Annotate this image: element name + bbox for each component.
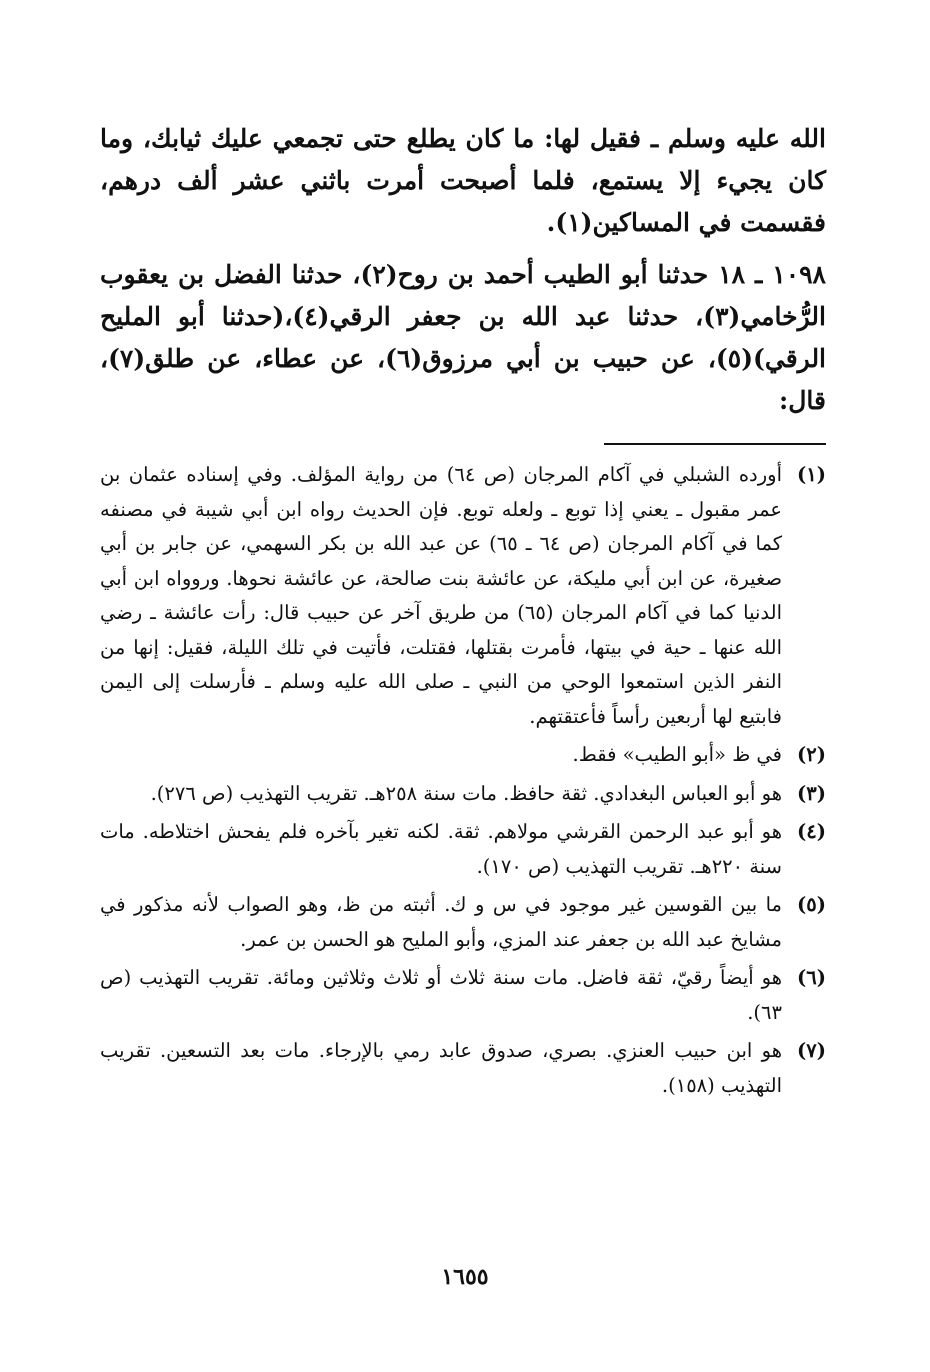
footnote-text: هو أيضاً رقيّ، ثقة فاضل. مات سنة ثلاث أو ثلاث وثلاثين ومائة. تقريب التهذيب (ص ٦٣). [100, 966, 782, 1024]
footnote-2 [100, 738, 826, 773]
footnote-number: (٣) [797, 781, 826, 805]
footnote-number: (١) [797, 463, 826, 486]
footnote-text: في ظ «أبو الطيب» فقط. [572, 743, 782, 766]
footnotes [100, 458, 826, 1107]
footnote-5 [100, 888, 826, 957]
footnote-number: (٢) [797, 743, 826, 766]
footnote-text: هو أبو عبد الرحمن القرشي مولاهم. ثقة. لكنه تغير بآخره فلم يفحش اختلاطه. مات سنة ٢٢٠هـ. تقريب التهذيب (ص ١٧٠). [100, 820, 782, 878]
footnote-number: (٤) [797, 820, 826, 843]
footnote-number: (٧) [797, 1039, 826, 1062]
footnote-4 [100, 815, 826, 884]
footnote-3 [100, 777, 826, 812]
hadith-1098-paragraph: ١٠٩٨ ـ ١٨ حدثنا أبو الطيب أحمد بن روح(٢)، حدثنا الفضل بن يعقوب الرُّخامي(٣)، حدثنا عبد الله بن جعفر الرقي(٤)،(حدثنا أبو المليح الرقي)(٥)، عن حبيب بن أبي مرزوق(٦)، عن عطاء، عن طلق(٧)، قال: [100, 260, 827, 415]
footnote-number: (٦) [797, 966, 826, 989]
footnote-separator [604, 443, 826, 445]
footnote-text: ما بين القوسين غير موجود في س و ك. أثبته من ظ، وهو الصواب لأنه مذكور في مشايخ عبد الله بن جعفر عند المزي، وأبو المليح هو الحسن بن عمر. [100, 893, 782, 951]
footnote-1 [100, 458, 826, 734]
footnote-6 [100, 961, 826, 1030]
footnote-text: هو ابن حبيب العنزي. بصري، صدوق عابد رمي بالإرجاء. مات بعد التسعين. تقريب التهذيب (١٥٨). [100, 1039, 782, 1097]
footnote-7 [100, 1034, 826, 1103]
footnote-text: هو أبو العباس البغدادي. ثقة حافظ. مات سنة ٢٥٨هـ. تقريب التهذيب (ص ٢٧٦). [150, 781, 782, 805]
hadith-continuation-paragraph: الله عليه وسلم ـ فقيل لها: ما كان يطلع حتى تجمعي عليك ثيابك، وما كان يجيء إلا يستمع، فلما أصبحت أمرت باثني عشر ألف درهم، فقسمت في المساكين(١). [100, 124, 826, 237]
main-text [100, 118, 826, 422]
footnote-number: (٥) [797, 893, 826, 916]
page-number: ١٦٥٥ [441, 1264, 489, 1290]
footnote-text: أورده الشبلي في آكام المرجان (ص ٦٤) من رواية المؤلف. وفي إسناده عثمان بن عمر مقبول ـ يعني إذا توبع ـ ولعله توبع. فإن الحديث رواه ابن أبي شيبة في مصنفه كما في آكام المرجان (ص ٦٤ ـ ٦٥) عن عبد الله بن بكر السهمي، عن جابر بن أبي صغيرة، عن ابن أبي مليكة، عن عائشة بنت صالحة، عن عائشة نحوها. وروواه ابن أبي الدنيا كما في آكام المرجان (٦٥) من طريق آخر عن حبيب قال: رأت عائشة ـ رضي الله عنها ـ حية في بيتها، فأمرت بقتلها، فقتلت، فأتيت في تلك الليلة، فقيل: إنها من النفر الذين استمعوا الوحي من النبي ـ صلى الله عليه وسلم ـ فأرسلت إلى اليمن فابتيع لها أربعين رأساً فأعتقتهم. [100, 463, 782, 728]
